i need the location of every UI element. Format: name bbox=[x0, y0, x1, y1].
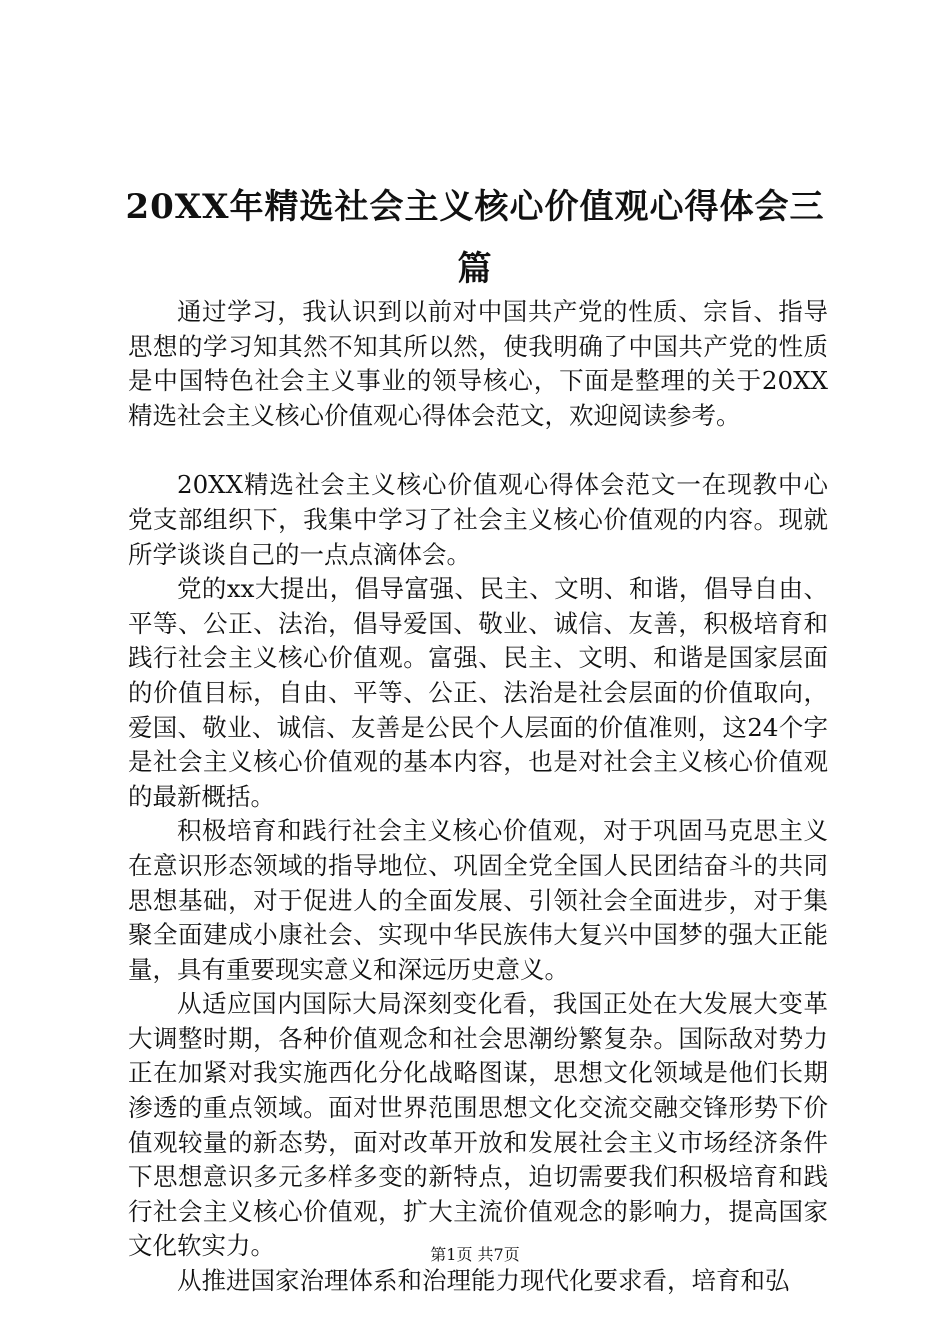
paragraph-significance: 积极培育和践行社会主义核心价值观，对于巩固马克思主义在意识形态领域的指导地位、巩固全党全国人民团结奋斗的共同思想基础，对于促进人的全面发展、引领社会全面进步，对于集聚全面建成小康社会、实现中华民族伟大复兴中国梦的强大正能量，具有重要现实意义和深远历史意义。 bbox=[128, 816, 828, 984]
page-footer: 第1页 共7页 bbox=[430, 1245, 520, 1264]
paragraph-intro: 通过学习，我认识到以前对中国共产党的性质、宗旨、指导思想的学习知其然不知其所以然，使我明确了中国共产党的性质是中国特色社会主义事业的领导核心，下面是整理的关于20XX精选社会主义核心价值观心得体会范文，欢迎阅读参考。 bbox=[128, 297, 828, 430]
paragraph-international-context: 从适应国内国际大局深刻变化看，我国正处在大发展大变革大调整时期，各种价值观念和社会思潮纷繁复杂。国际敌对势力正在加紧对我实施西化分化战略图谋，思想文化领域是他们长期渗透的重点领域。面对世界范围思想文化交流交融交锋形势下价值观较量的新态势，面对改革开放和发展社会主义市场经济条件下思想意识多元多样多变的新特点，迫切需要我们积极培育和践行社会主义核心价值观，扩大主流价值观念的影响力，提高国家文化软实力。 bbox=[128, 989, 828, 1261]
document-body bbox=[128, 295, 828, 1299]
paragraph-essay-one-opening: 20XX精选社会主义核心价值观心得体会范文一在现教中心党支部组织下，我集中学习了社会主义核心价值观的内容。现就所学谈谈自己的一点点滴体会。 bbox=[128, 470, 828, 569]
paragraph-core-values: 党的xx大提出，倡导富强、民主、文明、和谐，倡导自由、平等、公正、法治，倡导爱国、敬业、诚信、友善，积极培育和践行社会主义核心价值观。富强、民主、文明、和谐是国家层面的价值目标，自由、平等、公正、法治是社会层面的价值取向，爱国、敬业、诚信、友善是公民个人层面的价值准则，这24个字是社会主义核心价值观的基本内容，也是对社会主义核心价值观的最新概括。 bbox=[128, 574, 828, 811]
document-title: 20XX年精选社会主义核心价值观心得体会三篇 bbox=[125, 187, 825, 289]
paragraph-governance: 从推进国家治理体系和治理能力现代化要求看，培育和弘 bbox=[177, 1266, 790, 1296]
